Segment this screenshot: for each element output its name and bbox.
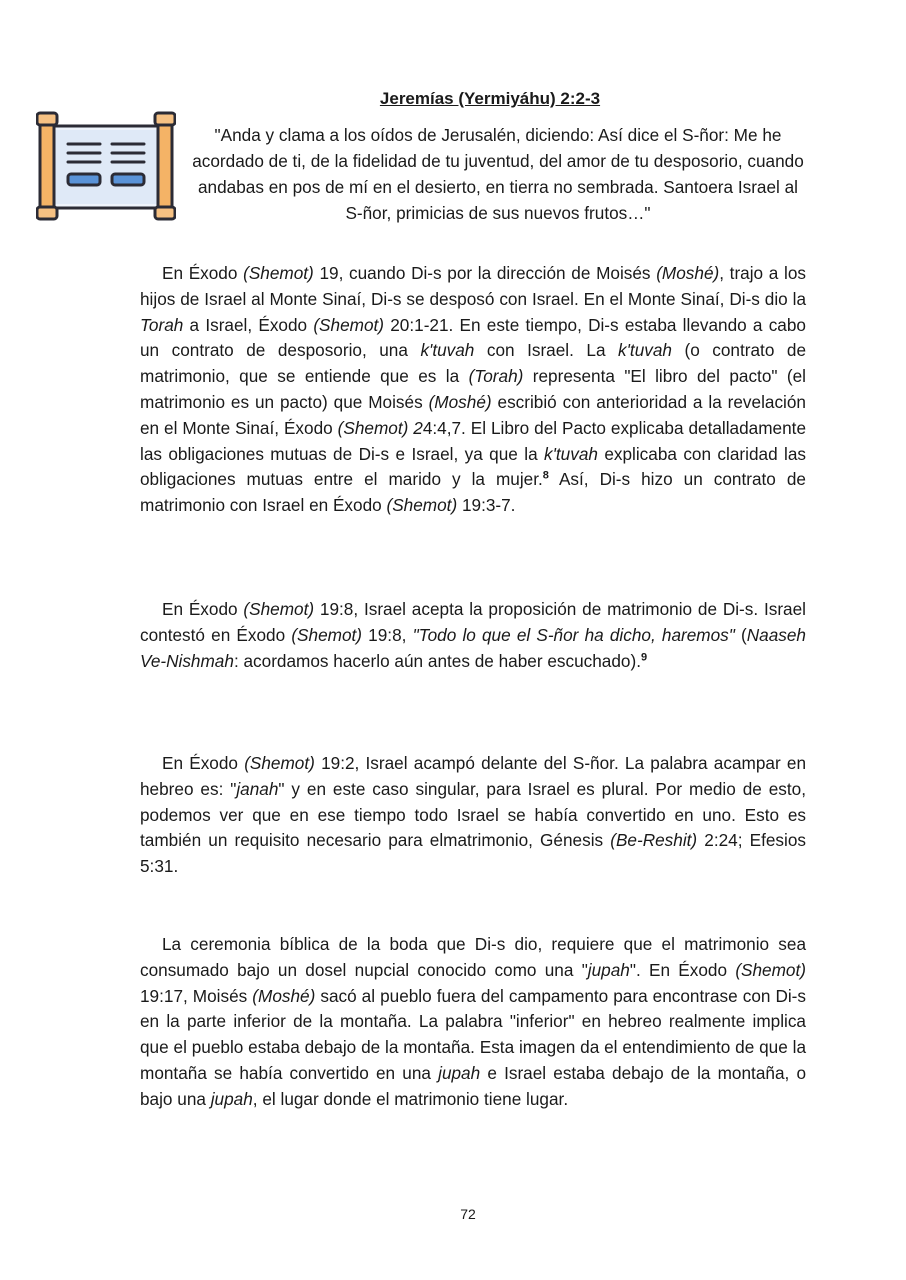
text-run: 19:8, bbox=[362, 624, 413, 645]
text-run: En Éxodo bbox=[162, 263, 244, 283]
italic-term: (Torah) bbox=[468, 366, 524, 387]
body-paragraph-2 bbox=[140, 597, 806, 674]
body-paragraph-4 bbox=[140, 932, 806, 1113]
text-run: En Éxodo bbox=[162, 599, 244, 619]
scroll-right-top-knob bbox=[155, 113, 175, 125]
italic-term: k'tuvah bbox=[544, 443, 598, 464]
text-run: , el lugar donde el matrimonio tiene lugar. bbox=[252, 1088, 569, 1109]
italic-term: (Moshé) bbox=[656, 263, 720, 283]
italic-term: "Todo lo que el S-ñor ha dicho, haremos" bbox=[412, 624, 735, 645]
text-run: : acordamos hacerlo aún antes de haber escuchado). bbox=[233, 650, 641, 671]
italic-term: (Shemot) bbox=[291, 624, 363, 645]
page-number: 72 bbox=[460, 1206, 476, 1222]
text-run: ( bbox=[734, 624, 747, 645]
section-title: Jeremías (Yermiyáhu) 2:2-3 bbox=[379, 89, 601, 108]
text-run: 2:24; Efesios 5:31. bbox=[140, 830, 806, 877]
text-run: 19:3-7. bbox=[457, 495, 516, 516]
text-run: representa "El libro del pacto" (el matrimonio es un pacto) que Moisés bbox=[140, 366, 806, 412]
text-run: (o contrato de matrimonio, que se entiende que es la bbox=[140, 340, 807, 387]
text-run: 19, cuando Di-s por la dirección de Moisés bbox=[313, 263, 657, 283]
italic-term: jupah bbox=[587, 959, 630, 980]
scroll-right-rod bbox=[158, 120, 172, 214]
scroll-left-bottom-knob bbox=[37, 207, 57, 219]
body-paragraph-1 bbox=[140, 261, 806, 519]
scroll-paper-inner bbox=[54, 130, 158, 204]
text-run: e Israel estaba debajo de la montaña, o bajo una bbox=[140, 1062, 806, 1109]
italic-term: (Shemot) bbox=[244, 753, 315, 773]
italic-term: (Shemot) bbox=[243, 263, 314, 283]
text-run: 19:17, Moisés bbox=[140, 985, 253, 1006]
text-run: , trajo a los hijos de Israel al Monte Sinaí, Di-s se desposó con Israel. En el Monte Sinaí, Di-s dio la bbox=[140, 263, 806, 309]
text-run: ". En Éxodo bbox=[629, 959, 736, 980]
italic-term: (Shemot) 2 bbox=[337, 417, 423, 438]
italic-term: Torah bbox=[140, 314, 184, 335]
text-run: escribió con anterioridad a la revelación en el Monte Sinaí, Éxodo bbox=[140, 391, 806, 438]
text-run: sacó al pueblo fuera del campamento para encontrase con Di-s en la parte inferior de la montaña. La palabra "inferior" en hebreo realmente implica que el pueblo estaba debajo de la montaña. Esta imagen da el entendimiento de que la montaña se había convertido en una bbox=[140, 985, 807, 1083]
footnote-ref: 8 bbox=[542, 469, 549, 482]
scroll-accent-right bbox=[112, 174, 144, 185]
italic-term: k'tuvah bbox=[618, 340, 672, 361]
scroll-accent-left bbox=[68, 174, 100, 185]
text-run: con Israel. La bbox=[474, 340, 619, 361]
italic-term: (Moshé) bbox=[428, 391, 492, 412]
text-run: 19:8, Israel acepta la proposición de matrimonio de Di-s. Israel contestó en Éxodo bbox=[140, 599, 806, 645]
italic-term: (Moshé) bbox=[252, 985, 316, 1006]
scroll-right-bottom-knob bbox=[155, 207, 175, 219]
text-run: En Éxodo bbox=[162, 753, 245, 773]
scripture-quote: "Anda y clama a los oídos de Jerusalén, diciendo: Así dice el S-ñor: Me he acordado de ti, de la fidelidad de tu juventud, del amor de tu desposorio, cuando andabas en pos de mí en el desierto, en tierra no sembrada. Santoera Israel al S-ñor, primicias de sus nuevos frutos…" bbox=[192, 125, 804, 223]
italic-term: (Shemot) bbox=[313, 314, 385, 335]
text-run: 20:1-21. En este tiempo, Di-s estaba llevando a cabo un contrato de desposorio, una bbox=[140, 314, 806, 361]
text-run: 4:4,7. El Libro del Pacto explicaba detalladamente las obligaciones mutuas de Di-s e Israel, ya que la bbox=[140, 417, 807, 464]
italic-term: (Be-Reshit) bbox=[610, 830, 698, 851]
scroll-left-top-knob bbox=[37, 113, 57, 125]
scroll-icon bbox=[36, 110, 176, 222]
italic-term: jupah bbox=[210, 1088, 253, 1109]
text-run: Así, Di-s hizo un contrato de matrimonio con Israel en Éxodo bbox=[140, 469, 806, 516]
text-run: " y en este caso singular, para Israel es plural. Por medio de esto, podemos ver que en ese tiempo todo Israel se había convertido en uno. Esto es también un requisito necesario para elmatrimonio, Génesis bbox=[140, 778, 806, 851]
body-paragraph-3 bbox=[140, 751, 806, 880]
text-run: 19:2, Israel acampó delante del S-ñor. La palabra acampar en hebreo es: " bbox=[140, 753, 807, 799]
text-run: a Israel, Éxodo bbox=[183, 314, 314, 335]
footnote-ref: 9 bbox=[640, 650, 648, 663]
scroll-left-rod bbox=[40, 120, 54, 214]
text-run: explicaba con claridad las obligaciones mutuas entre el marido y la mujer. bbox=[140, 443, 806, 490]
text-run: La ceremonia bíblica de la boda que Di-s dio, requiere que el matrimonio sea consumado bajo un dosel nupcial conocido como una " bbox=[140, 934, 806, 980]
italic-term: Naaseh Ve-Nishmah bbox=[140, 624, 806, 671]
italic-term: (Shemot) bbox=[243, 599, 315, 619]
italic-term: k'tuvah bbox=[420, 340, 475, 361]
italic-term: (Shemot) bbox=[386, 495, 458, 516]
italic-term: janah bbox=[236, 778, 279, 799]
italic-term: jupah bbox=[438, 1062, 481, 1083]
italic-term: (Shemot) bbox=[735, 959, 806, 980]
